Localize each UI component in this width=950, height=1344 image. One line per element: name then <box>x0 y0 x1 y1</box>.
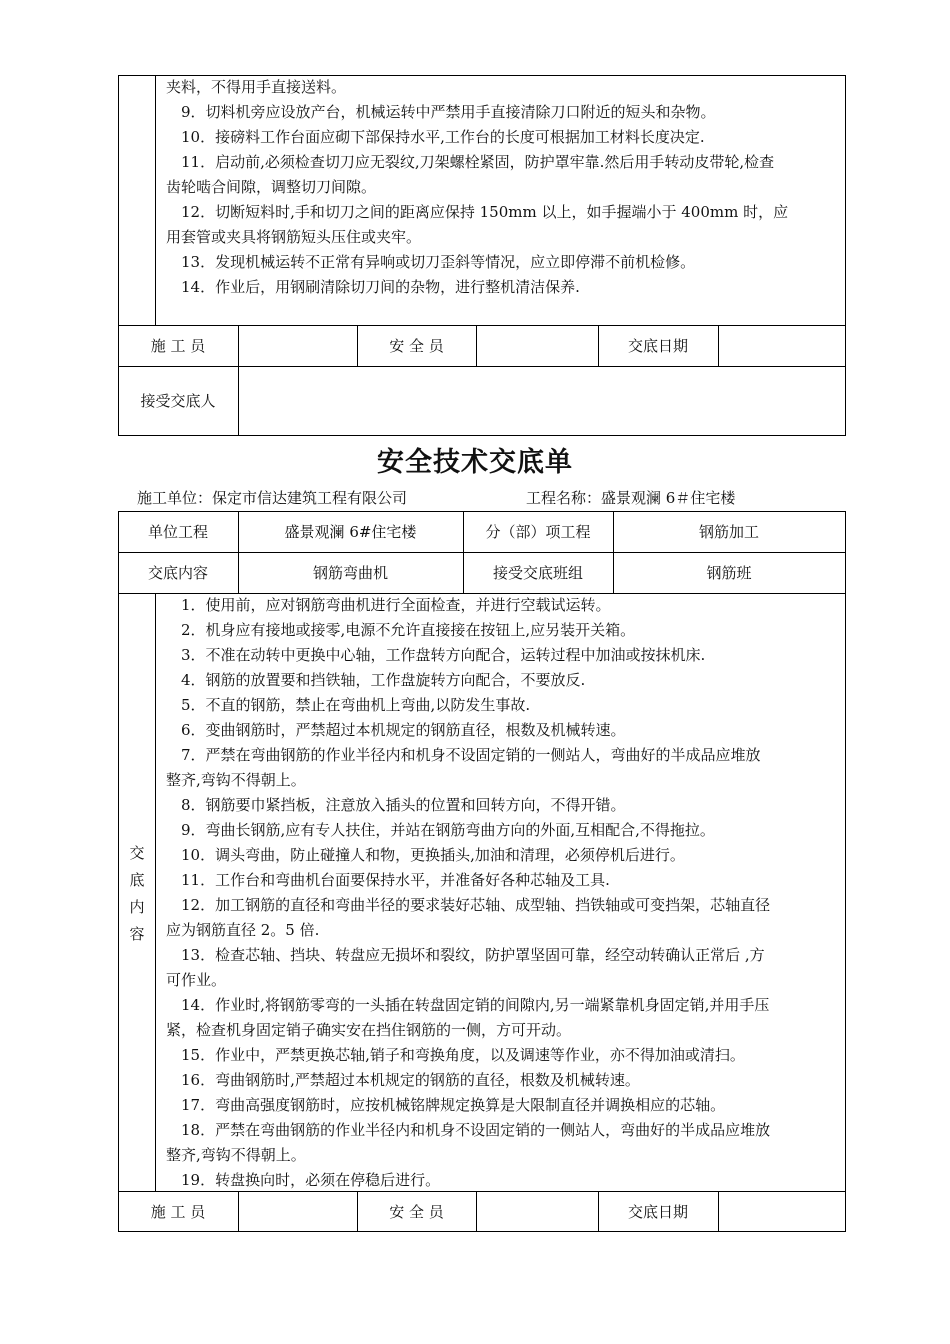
briefing-date-value[interactable] <box>718 1191 845 1231</box>
sub-project-value: 钢筋加工 <box>698 523 759 541</box>
briefing-content-label: 交底内容 <box>147 564 208 582</box>
unit-project-label: 单位工程 <box>147 523 208 541</box>
content-line: 齿轮啮合间隙，调整切刀间隙。 <box>166 178 377 196</box>
sub-project-label: 分（部）项工程 <box>485 523 591 541</box>
builder-label: 施 工 员 <box>150 337 206 355</box>
content-line: 整齐,弯钩不得朝上。 <box>166 771 306 789</box>
content-line: 5．不直的钢筋，禁止在弯曲机上弯曲,以防发生事故. <box>166 696 531 714</box>
content-side-label <box>127 840 147 948</box>
safety-officer-signature[interactable] <box>476 1191 598 1231</box>
builder-signature[interactable] <box>238 1191 357 1231</box>
content-line: 应为钢筋直径 2。5 倍. <box>166 921 320 939</box>
content-line: 8．钢筋要巾紧挡板，注意放入插头的位置和回转方向，不得开错。 <box>166 796 626 814</box>
content-line: 11．启动前,必须检查切刀应无裂纹,刀架螺栓紧固，防护罩牢靠.然后用手转动皮带轮,检查 <box>166 153 775 171</box>
content-line: 紧，检查机身固定销子确实安在挡住钢筋的一侧，方可开动。 <box>166 1021 572 1039</box>
content-line: 6．变曲钢筋时，严禁超过本机规定的钢筋直径，根数及机械转速。 <box>166 721 626 739</box>
content-line: 2．机身应有接地或接零,电源不允许直接接在按钮上,应另装开关箱。 <box>166 621 636 639</box>
content-line: 15．作业中，严禁更换芯轴,销子和弯换角度，以及调速等作业，亦不得加油或清扫。 <box>166 1046 745 1064</box>
briefing-date-label: 交底日期 <box>627 337 688 355</box>
content-line: 10．调头弯曲，防止碰撞人和物，更换插头,加油和清理，必须停机后进行。 <box>166 846 685 864</box>
content-line: 14．作业时,将钢筋零弯的一头插在转盘固定销的间隙内,另一端紧靠机身固定销,并用手压 <box>166 996 770 1014</box>
content-line: 9．切料机旁应设放产台，机械运转中严禁用手直接清除刀口附近的短头和杂物。 <box>166 103 716 121</box>
builder-label: 施 工 员 <box>150 1202 206 1221</box>
receiver-label: 接受交底人 <box>140 392 216 410</box>
content-line: 1．使用前，应对钢筋弯曲机进行全面检查，并进行空载试运转。 <box>166 596 611 614</box>
content-line: 夹料，不得用手直接送料。 <box>166 78 347 96</box>
receiving-team-value: 钢筋班 <box>706 564 752 582</box>
content-line: 16．弯曲钢筋时,严禁超过本机规定的钢筋的直径，根数及机械转速。 <box>166 1071 640 1089</box>
content-line: 19．转盘换向时，必须在停稳后进行。 <box>166 1171 441 1189</box>
side-char: 底 <box>129 871 145 889</box>
content-line: 整齐,弯钩不得朝上。 <box>166 1146 306 1164</box>
content-line: 7．严禁在弯曲钢筋的作业半径内和机身不设固定销的一侧站人，弯曲好的半成品应堆放 <box>166 746 761 764</box>
safety-content-1 <box>166 75 842 300</box>
briefing-date-value[interactable] <box>718 325 845 366</box>
safety-officer-label: 安 全 员 <box>389 337 444 355</box>
receiving-team-label: 接受交底班组 <box>492 564 583 582</box>
content-line: 12．切断短料时,手和切刀之间的距离应保持 150mm 以上，如手握端小于 400mm 时，应 <box>166 203 789 221</box>
briefing-date-label: 交底日期 <box>627 1202 688 1221</box>
content-line: 9．弯曲长钢筋,应有专人扶住，并站在钢筋弯曲方向的外面,互相配合,不得拖拉。 <box>166 821 715 839</box>
unit-project-value: 盛景观澜 6#住宅楼 <box>284 523 417 541</box>
content-line: 11．工作台和弯曲机台面要保持水平，并准备好各种芯轴及工具. <box>166 871 610 889</box>
receiver-signature[interactable] <box>238 366 845 435</box>
safety-officer-signature[interactable] <box>476 325 598 366</box>
page-title: 安全技术交底单 <box>377 447 573 478</box>
content-line: 10．接磅料工作台面应砌下部保持水平,工作台的长度可根据加工材料长度决定. <box>166 128 705 146</box>
side-char: 交 <box>129 844 145 862</box>
side-char: 内 <box>129 898 145 916</box>
content-line: 13．发现机械运转不正常有异响或切刀歪斜等情况，应立即停滞不前机检修。 <box>166 253 696 271</box>
builder-signature[interactable] <box>238 325 357 366</box>
project-name: 工程名称：盛景观澜 6＃住宅楼 <box>526 489 736 507</box>
briefing-content-value: 钢筋弯曲机 <box>312 564 388 582</box>
content-line: 12．加工钢筋的直径和弯曲半径的要求装好芯轴、成型轴、挡铁轴或可变挡架，芯轴直径 <box>166 896 771 914</box>
side-char: 容 <box>129 925 145 943</box>
content-line: 用套管或夹具将钢筋短头压住或夹牢。 <box>166 228 422 246</box>
content-line: 4．钢筋的放置要和挡铁轴，工作盘旋转方向配合，不要放反. <box>166 671 586 689</box>
content-line: 18．严禁在弯曲钢筋的作业半径内和机身不设固定销的一侧站人，弯曲好的半成品应堆放 <box>166 1121 771 1139</box>
content-line: 17．弯曲高强度钢筋时，应按机械铭牌规定换算是大限制直径并调换相应的芯轴。 <box>166 1096 726 1114</box>
content-line: 3．不准在动转中更换中心轴，工作盘转方向配合，运转过程中加油或按抹机床. <box>166 646 706 664</box>
company-name: 施工单位：保定市信达建筑工程有限公司 <box>137 489 408 507</box>
content-line: 可作业。 <box>166 971 227 989</box>
content-line: 14．作业后，用钢刷清除切刀间的杂物，进行整机清洁保养. <box>166 278 580 296</box>
content-line: 13．检查芯轴、挡块、转盘应无损坏和裂纹，防护罩坚固可靠，经空动转确认正常后 ,方 <box>166 946 765 964</box>
safety-content-2 <box>166 593 842 1193</box>
safety-officer-label: 安 全 员 <box>389 1202 444 1221</box>
